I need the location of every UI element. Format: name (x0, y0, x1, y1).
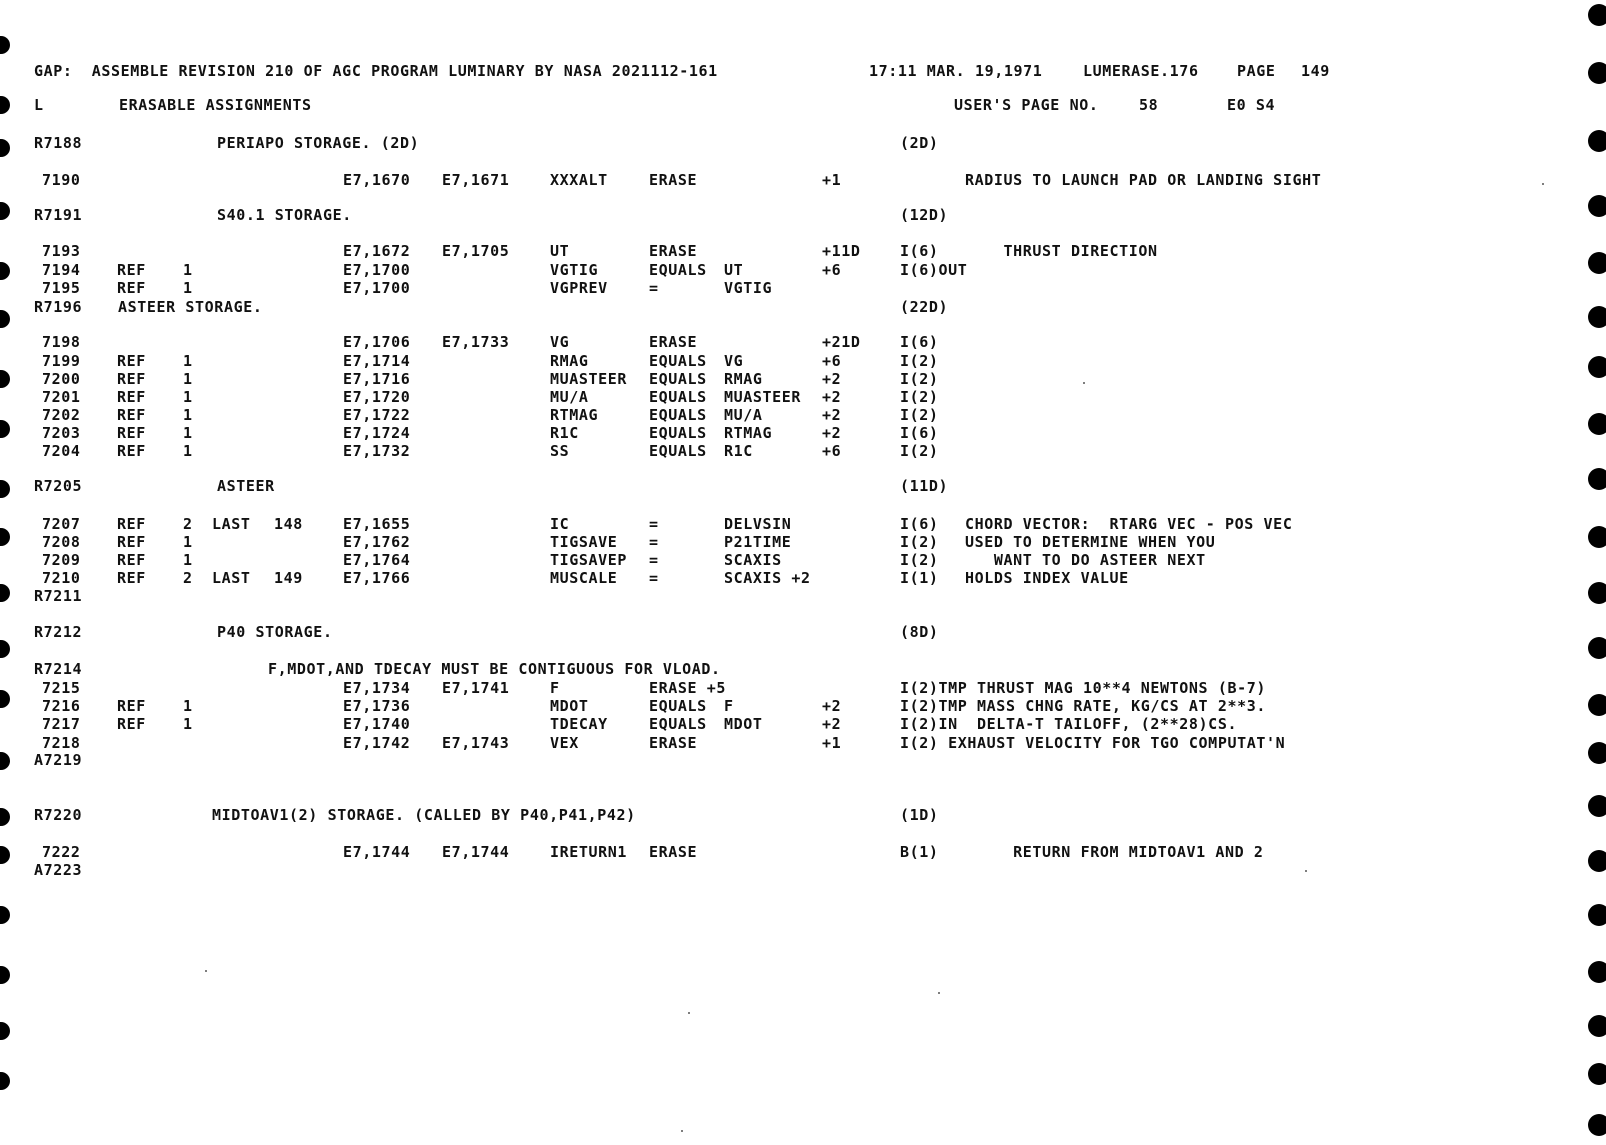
line-comment: THRUST DIRECTION (965, 242, 1158, 260)
paper-speck (1542, 183, 1544, 185)
line-ref: REF (117, 279, 146, 297)
line-addr1: E7,1706 (343, 333, 411, 351)
line-note: I(2)TMP THRUST MAG 10**4 NEWTONS (B-7) (900, 679, 1266, 697)
line-no: R7191 (34, 206, 83, 224)
edition-code: E0 S4 (1227, 96, 1276, 114)
line-note: (8D) (900, 623, 939, 641)
line-addr1: E7,1700 (343, 279, 411, 297)
line-no: 7199 (42, 352, 81, 370)
line-operand: SCAXIS (724, 551, 782, 569)
line-mod: +2 (822, 370, 842, 388)
line-sym: VGPREV (550, 279, 608, 297)
line-addr1: E7,1740 (343, 715, 411, 733)
line-note: I(1) (900, 569, 939, 587)
line-mod: +1 (822, 734, 842, 752)
line-no: 7217 (42, 715, 81, 733)
listing-line (0, 133, 1606, 153)
section-heading: ASTEER (217, 477, 275, 495)
feed-hole (1588, 582, 1606, 604)
line-sym: VGTIG (550, 261, 599, 279)
paper-speck (681, 1130, 683, 1132)
line-sym: RTMAG (550, 406, 599, 424)
line-addr1: E7,1672 (343, 242, 411, 260)
listing-line (0, 586, 1606, 606)
feed-hole (0, 966, 10, 984)
line-note: I(6) (900, 515, 939, 533)
header-timestamp: 17:11 MAR. 19,1971 (869, 62, 1043, 80)
line-sym: TDECAY (550, 715, 608, 733)
line-op: = (649, 533, 659, 551)
line-refn: 2 (183, 569, 193, 587)
line-addr1: E7,1736 (343, 697, 411, 715)
listing-line (0, 170, 1606, 190)
line-sym: XXXALT (550, 171, 608, 189)
paper-speck (938, 992, 940, 994)
line-refn: 1 (183, 352, 193, 370)
line-sym: RMAG (550, 352, 589, 370)
feed-hole (1588, 62, 1606, 84)
line-note: I(6) (900, 333, 939, 351)
listing-line (0, 714, 1606, 734)
listing-line (0, 405, 1606, 425)
line-no: 7193 (42, 242, 81, 260)
line-refn: 1 (183, 442, 193, 460)
feed-hole (0, 36, 10, 54)
line-operand: MU/A (724, 406, 763, 424)
line-addr1: E7,1714 (343, 352, 411, 370)
line-last: LAST (212, 515, 251, 533)
line-operand: F (724, 697, 734, 715)
paper-speck (1083, 382, 1085, 384)
users-page-label: USER'S PAGE NO. (954, 96, 1099, 114)
line-no: 7222 (42, 843, 81, 861)
line-ref: REF (117, 388, 146, 406)
users-page-number: 58 (1139, 96, 1159, 114)
line-note: I(2) (900, 533, 939, 551)
feed-hole (1588, 961, 1606, 983)
line-refn: 1 (183, 261, 193, 279)
line-operand: UT (724, 261, 744, 279)
line-op: = (649, 569, 659, 587)
line-mod: +2 (822, 697, 842, 715)
line-op: = (649, 279, 659, 297)
listing-line (0, 550, 1606, 570)
line-comment: WANT TO DO ASTEER NEXT (965, 551, 1206, 569)
line-no: 7209 (42, 551, 81, 569)
line-addr1: E7,1670 (343, 171, 411, 189)
line-operand: MDOT (724, 715, 763, 733)
line-refn: 2 (183, 515, 193, 533)
feed-hole (1588, 1015, 1606, 1037)
listing-line (0, 441, 1606, 461)
feed-hole (1588, 4, 1606, 26)
line-sym: R1C (550, 424, 579, 442)
feed-hole (1588, 252, 1606, 274)
line-no: 7204 (42, 442, 81, 460)
line-sym: MDOT (550, 697, 589, 715)
feed-hole (1588, 195, 1606, 217)
line-refn: 1 (183, 533, 193, 551)
line-addr2: E7,1741 (442, 679, 510, 697)
line-op: EQUALS (649, 261, 707, 279)
listing-line (0, 622, 1606, 642)
line-addr2: E7,1705 (442, 242, 510, 260)
line-note: B(1) (900, 843, 939, 861)
line-no: R7214 (34, 660, 83, 678)
line-sym: UT (550, 242, 570, 260)
line-ref: REF (117, 715, 146, 733)
feed-hole (0, 1022, 10, 1040)
line-refn: 1 (183, 697, 193, 715)
line-addr1: E7,1742 (343, 734, 411, 752)
feed-hole (1588, 742, 1606, 764)
line-operand: SCAXIS +2 (724, 569, 811, 587)
line-note: I(6)OUT (900, 261, 968, 279)
paper-speck (688, 1012, 690, 1014)
listing-line (0, 241, 1606, 261)
line-op: EQUALS (649, 388, 707, 406)
line-op: EQUALS (649, 370, 707, 388)
line-refn: 1 (183, 370, 193, 388)
line-op: ERASE (649, 333, 698, 351)
line-note: I(2) EXHAUST VELOCITY FOR TGO COMPUTAT'N (900, 734, 1286, 752)
feed-hole (0, 1072, 10, 1090)
line-sym: TIGSAVE (550, 533, 618, 551)
line-ref: REF (117, 370, 146, 388)
header-line (0, 61, 1606, 81)
listing-line (0, 532, 1606, 552)
feed-hole (1588, 904, 1606, 926)
line-comment: RETURN FROM MIDTOAV1 AND 2 (965, 843, 1264, 861)
line-refn: 1 (183, 424, 193, 442)
line-addr1: E7,1720 (343, 388, 411, 406)
listing-line (0, 476, 1606, 496)
line-no: A7223 (34, 861, 83, 879)
line-op: ERASE (649, 242, 698, 260)
line-addr1: E7,1766 (343, 569, 411, 587)
line-operand: P21TIME (724, 533, 792, 551)
line-ref: REF (117, 442, 146, 460)
line-mod: +1 (822, 171, 842, 189)
feed-hole (1588, 413, 1606, 435)
line-ref: REF (117, 551, 146, 569)
line-note: (12D) (900, 206, 949, 224)
line-note: I(2) (900, 442, 939, 460)
line-no: 7207 (42, 515, 81, 533)
line-refn: 1 (183, 551, 193, 569)
line-no: 7201 (42, 388, 81, 406)
line-no: R7205 (34, 477, 83, 495)
line-no: 7198 (42, 333, 81, 351)
feed-hole (1588, 1114, 1606, 1136)
section-title: ERASABLE ASSIGNMENTS (119, 96, 312, 114)
line-note: I(2) (900, 352, 939, 370)
header-page-label: PAGE (1237, 62, 1276, 80)
line-ref: REF (117, 261, 146, 279)
line-ref: REF (117, 533, 146, 551)
listing-line (0, 278, 1606, 298)
line-op: ERASE +5 (649, 679, 727, 697)
line-op: = (649, 515, 659, 533)
line-note: I(2)IN DELTA-T TAILOFF, (2**28)CS. (900, 715, 1238, 733)
line-op: EQUALS (649, 442, 707, 460)
line-addr2: E7,1744 (442, 843, 510, 861)
listing-line (0, 369, 1606, 389)
listing-line (0, 805, 1606, 825)
line-mod: +11D (822, 242, 861, 260)
header-title: GAP: ASSEMBLE REVISION 210 OF AGC PROGRAM LUMINARY BY NASA 2021112-161 (34, 62, 718, 80)
line-refn: 1 (183, 388, 193, 406)
line-last: LAST (212, 569, 251, 587)
line-no: R7212 (34, 623, 83, 641)
line-no: 7203 (42, 424, 81, 442)
listing-line (0, 568, 1606, 588)
line-op: EQUALS (649, 352, 707, 370)
line-no: 7195 (42, 279, 81, 297)
line-comment: RADIUS TO LAUNCH PAD OR LANDING SIGHT (965, 171, 1322, 189)
line-note: I(6) (900, 242, 939, 260)
line-no: 7200 (42, 370, 81, 388)
line-no: 7215 (42, 679, 81, 697)
line-sym: IRETURN1 (550, 843, 628, 861)
listing-line (0, 514, 1606, 534)
feed-hole (1588, 694, 1606, 716)
feed-hole (0, 906, 10, 924)
line-note: I(2)TMP MASS CHNG RATE, KG/CS AT 2**3. (900, 697, 1266, 715)
section-heading: P40 STORAGE. (217, 623, 333, 641)
listing-line (0, 678, 1606, 698)
line-ref: REF (117, 569, 146, 587)
listing-line (0, 842, 1606, 862)
line-ref: REF (117, 697, 146, 715)
line-operand: RTMAG (724, 424, 773, 442)
line-no: 7218 (42, 734, 81, 752)
line-comment: USED TO DETERMINE WHEN YOU (965, 533, 1216, 551)
line-addr1: E7,1722 (343, 406, 411, 424)
line-note: I(2) (900, 406, 939, 424)
line-lastn: 148 (274, 515, 303, 533)
feed-hole (1588, 1063, 1606, 1085)
listing-line (0, 659, 1606, 679)
subheader-line (0, 95, 1606, 115)
feed-hole (0, 640, 10, 658)
line-addr1: E7,1744 (343, 843, 411, 861)
paper-speck (205, 970, 207, 972)
line-no: 7210 (42, 569, 81, 587)
line-comment: CHORD VECTOR: RTARG VEC - POS VEC (965, 515, 1293, 533)
listing-line (0, 423, 1606, 443)
line-sym: F (550, 679, 560, 697)
line-no: 7202 (42, 406, 81, 424)
feed-hole (1588, 637, 1606, 659)
feed-hole (1588, 526, 1606, 548)
listing-line (0, 696, 1606, 716)
line-refn: 1 (183, 406, 193, 424)
line-operand: RMAG (724, 370, 763, 388)
line-addr2: E7,1743 (442, 734, 510, 752)
section-heading: ASTEER STORAGE. (118, 298, 263, 316)
line-note: I(2) (900, 388, 939, 406)
line-operand: R1C (724, 442, 753, 460)
line-op: EQUALS (649, 406, 707, 424)
listing-line (0, 351, 1606, 371)
line-note: (2D) (900, 134, 939, 152)
line-op: EQUALS (649, 697, 707, 715)
line-no: R7196 (34, 298, 83, 316)
line-addr1: E7,1764 (343, 551, 411, 569)
line-sym: IC (550, 515, 570, 533)
line-sym: SS (550, 442, 570, 460)
line-op: EQUALS (649, 715, 707, 733)
line-no: R7188 (34, 134, 83, 152)
line-note: (1D) (900, 806, 939, 824)
line-op: EQUALS (649, 424, 707, 442)
line-no: 7190 (42, 171, 81, 189)
line-addr1: E7,1762 (343, 533, 411, 551)
section-heading: PERIAPO STORAGE. (2D) (217, 134, 420, 152)
listing-line (0, 205, 1606, 225)
line-op: ERASE (649, 734, 698, 752)
line-operand: VGTIG (724, 279, 773, 297)
line-ref: REF (117, 406, 146, 424)
line-sym: MU/A (550, 388, 589, 406)
feed-hole (1588, 468, 1606, 490)
listing-line (0, 750, 1606, 770)
line-sym: MUASTEER (550, 370, 628, 388)
line-no: 7216 (42, 697, 81, 715)
line-addr1: E7,1724 (343, 424, 411, 442)
listing-line (0, 860, 1606, 880)
line-no: 7194 (42, 261, 81, 279)
section-heading: F,MDOT,AND TDECAY MUST BE CONTIGUOUS FOR VLOAD. (268, 660, 721, 678)
feed-hole (1588, 850, 1606, 872)
line-addr1: E7,1700 (343, 261, 411, 279)
section-heading: MIDTOAV1(2) STORAGE. (CALLED BY P40,P41,P42) (212, 806, 636, 824)
section-heading: S40.1 STORAGE. (217, 206, 352, 224)
line-note: I(2) (900, 551, 939, 569)
line-note: (22D) (900, 298, 949, 316)
line-addr1: E7,1716 (343, 370, 411, 388)
line-mod: +2 (822, 424, 842, 442)
listing-line (0, 387, 1606, 407)
line-ref: REF (117, 515, 146, 533)
listing-line (0, 297, 1606, 317)
line-mod: +6 (822, 352, 842, 370)
line-operand: DELVSIN (724, 515, 792, 533)
line-note: I(6) (900, 424, 939, 442)
line-note: I(2) (900, 370, 939, 388)
header-file: LUMERASE.176 (1083, 62, 1199, 80)
line-sym: VEX (550, 734, 579, 752)
line-no: 7208 (42, 533, 81, 551)
feed-hole (1588, 130, 1606, 152)
line-mod: +2 (822, 406, 842, 424)
line-sym: VG (550, 333, 570, 351)
type-code: L (34, 96, 44, 114)
line-mod: +6 (822, 442, 842, 460)
line-op: ERASE (649, 843, 698, 861)
line-mod: +2 (822, 715, 842, 733)
line-no: R7220 (34, 806, 83, 824)
line-no: R7211 (34, 587, 83, 605)
line-op: = (649, 551, 659, 569)
line-mod: +2 (822, 388, 842, 406)
line-refn: 1 (183, 279, 193, 297)
line-no: A7219 (34, 751, 83, 769)
line-addr2: E7,1671 (442, 171, 510, 189)
listing-line (0, 260, 1606, 280)
line-operand: MUASTEER (724, 388, 802, 406)
line-note: (11D) (900, 477, 949, 495)
header-page-number: 149 (1301, 62, 1330, 80)
line-sym: TIGSAVEP (550, 551, 628, 569)
line-operand: VG (724, 352, 744, 370)
line-ref: REF (117, 352, 146, 370)
line-refn: 1 (183, 715, 193, 733)
line-addr1: E7,1732 (343, 442, 411, 460)
feed-hole (1588, 306, 1606, 328)
line-mod: +6 (822, 261, 842, 279)
line-op: ERASE (649, 171, 698, 189)
line-lastn: 149 (274, 569, 303, 587)
feed-hole (1588, 356, 1606, 378)
line-mod: +21D (822, 333, 861, 351)
line-ref: REF (117, 424, 146, 442)
line-addr1: E7,1655 (343, 515, 411, 533)
paper-speck (1305, 870, 1307, 872)
line-comment: HOLDS INDEX VALUE (965, 569, 1129, 587)
line-addr1: E7,1734 (343, 679, 411, 697)
listing-line (0, 332, 1606, 352)
line-addr2: E7,1733 (442, 333, 510, 351)
line-sym: MUSCALE (550, 569, 618, 587)
feed-hole (1588, 795, 1606, 817)
